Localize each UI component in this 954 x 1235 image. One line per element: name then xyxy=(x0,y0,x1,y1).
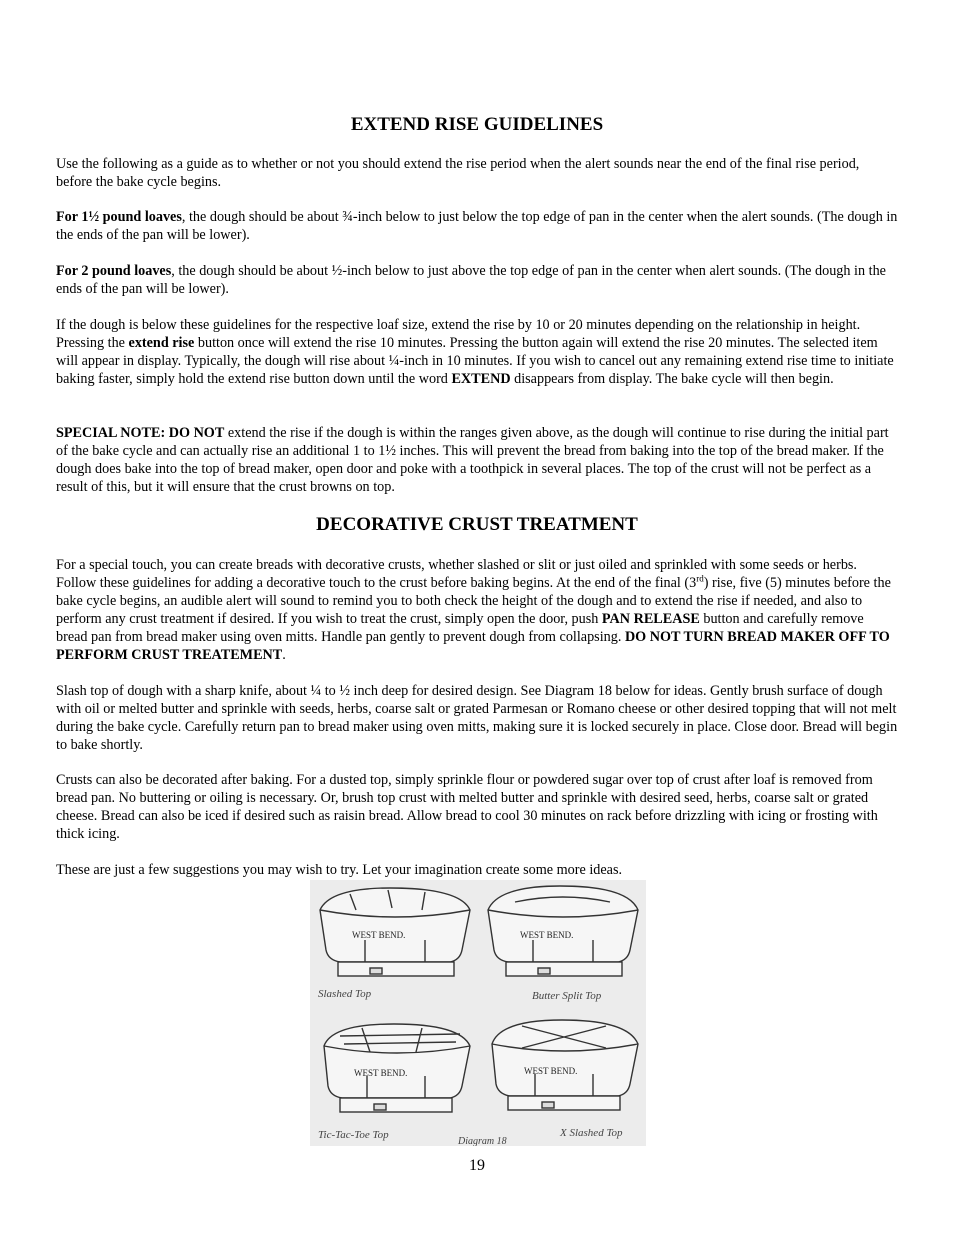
paragraph-1-5-pound: For 1½ pound loaves, the dough should be about ¾-inch below to just below the top edge of pan in the center when the alert sounds. (The dough in the ends of the pan will be lower). xyxy=(56,209,898,243)
pan-brand: WEST BEND. xyxy=(352,930,406,940)
pan-brand: WEST BEND. xyxy=(520,930,574,940)
paragraph-after-baking: Crusts can also be decorated after baking. For a dusted top, simply sprinkle flour or powdered sugar over top of crust after loaf is removed from bread pan. No buttering or oiling is necessary. Or, brush top crust with melted butter and sprinkle with desired seed, herbs, coarse salt or grated cheese. Bread can also be iced if desired such as raisin bread. Allow bread to cool 30 minutes on rack before drizzling with icing or frosting with thick icing. xyxy=(56,772,878,842)
bread-pan-illustrations xyxy=(310,880,646,1146)
paragraph-slash-top: Slash top of dough with a sharp knife, about ¼ to ½ inch deep for desired design. See Diagram 18 below for ideas. Gently brush surface of dough with oil or melted butter and sprinkle with seeds, herbs, coarse salt or grated Parmesan or Romano cheese or other desired topping that will not melt during the bake cycle. Carefully return pan to bread maker using oven mitts, making sure it is locked securely in place. Close door. Bread will begin to bake shortly. xyxy=(56,683,898,753)
page-number: 19 xyxy=(469,1157,485,1174)
pan-brand: WEST BEND. xyxy=(524,1066,578,1076)
heading-extend-rise: EXTEND RISE GUIDELINES xyxy=(350,114,604,135)
paragraph-decorative-intro: For a special touch, you can create breads with decorative crusts, whether slashed or slit or just oiled and sprinkled with some seeds or herbs. Follow these guidelines for adding a decorative touch to the crust before baking begins. At the end of the final (3rd) rise, five (5) minutes before the bake cycle begins, an audible alert will sound to remind you to both check the height of the dough and to extend the rise if needed, and also to perform any crust treatment if desired. If you wish to treat the crust, simply open the door, push PAN RELEASE button and carefully remove bread pan from bread maker using oven mitts. Handle pan gently to prevent dough from collapsing. DO NOT TURN BREAD MAKER OFF TO PERFORM CRUST TREATEMENT. xyxy=(56,557,891,663)
paragraph-extend-instructions: If the dough is below these guidelines for the respective loaf size, extend the rise by 10 or 20 minutes depending on the relationship in height. Pressing the extend rise button once will extend the rise 10 minutes. Pressing the button again will extend the rise 20 minutes. The selected item will appear in display. Typically, the dough will rise about ¼-inch in 10 minutes. If you wish to cancel out any remaining extend rise time to initiate baking faster, simply hold the extend rise button down until the word EXTEND disappears from display. The bake cycle will then begin. xyxy=(56,317,894,387)
diagram-18-image xyxy=(310,880,646,1146)
paragraph-intro: Use the following as a guide as to whether or not you should extend the rise period when the alert sounds near the end of the final rise period, before the bake cycle begins. xyxy=(56,156,860,190)
heading-decorative-crust: DECORATIVE CRUST TREATMENT xyxy=(316,514,638,535)
caption-tic-tac-toe-top: Tic-Tac-Toe Top xyxy=(318,1129,389,1141)
diagram-label: Diagram 18 xyxy=(458,1136,507,1146)
caption-butter-split-top: Butter Split Top xyxy=(532,990,602,1002)
bold-label: For 1½ pound loaves xyxy=(56,209,182,225)
paragraph-special-note: SPECIAL NOTE: DO NOT extend the rise if the dough is within the ranges given above, as the dough will continue to rise during the initial part of the bake cycle and can actually rise an additional 1 to 1½ inches. This will prevent the bread from baking into the top of the bread maker. If the dough does bake into the top of bread maker, open door and poke with a toothpick in several places. The top of the crust will not be perfect as a result of this, but it will ensure that the crust browns on top. xyxy=(56,425,889,495)
caption-x-slashed-top: X Slashed Top xyxy=(560,1127,623,1139)
paragraph-2-pound: For 2 pound loaves, the dough should be about ½-inch below to just above the top edge of pan in the center when alert sounds. (The dough in the ends of the pan will be lower). xyxy=(56,263,886,297)
caption-slashed-top: Slashed Top xyxy=(318,988,372,1000)
bold-label: For 2 pound loaves xyxy=(56,263,172,279)
paragraph-suggestions: These are just a few suggestions you may wish to try. Let your imagination create some more ideas. xyxy=(56,862,623,878)
pan-brand: WEST BEND. xyxy=(354,1068,408,1078)
pan-x-slashed-top xyxy=(492,1020,638,1110)
